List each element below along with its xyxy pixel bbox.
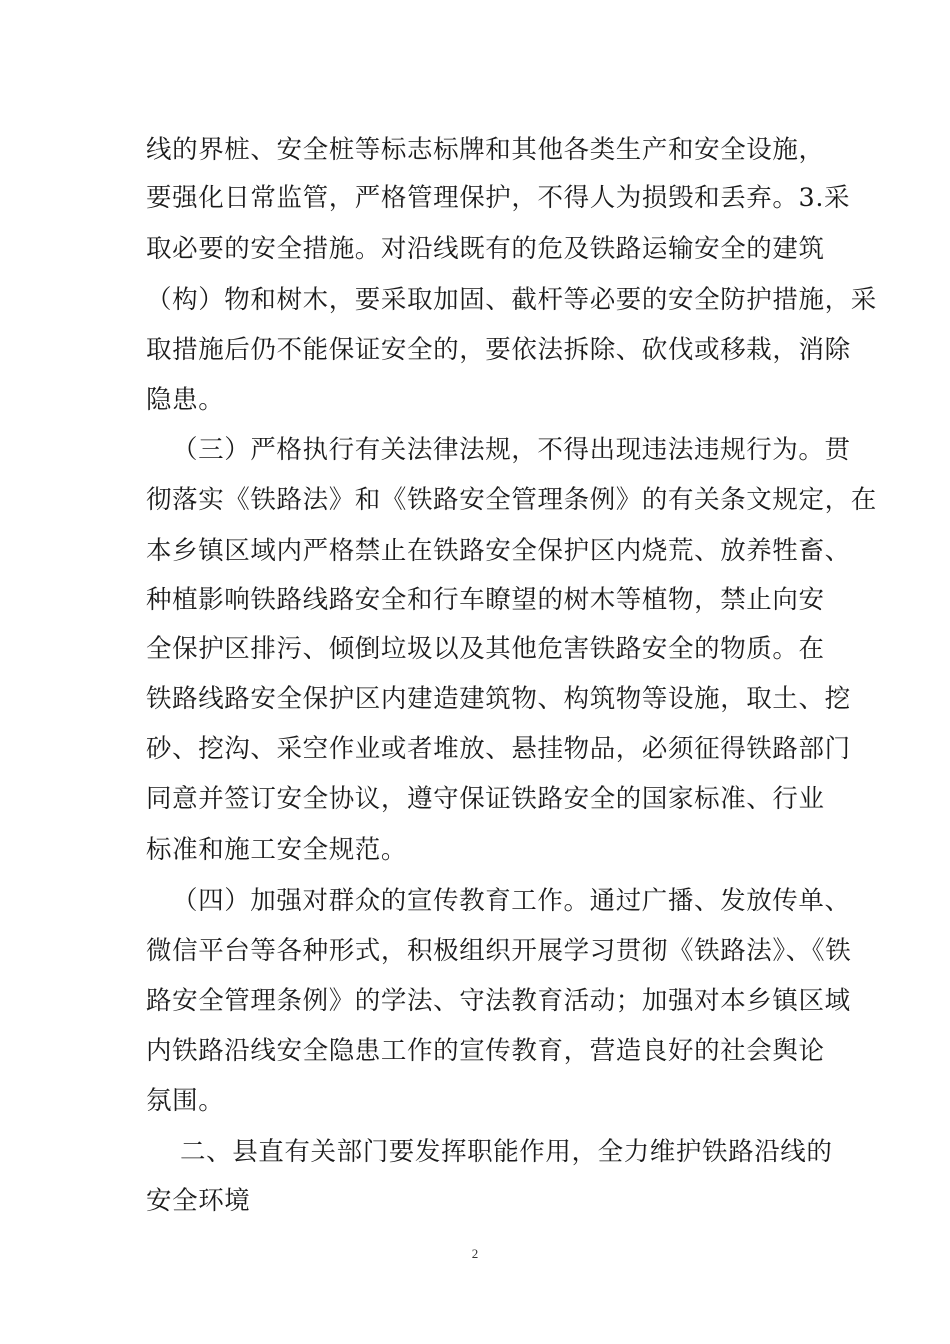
text-line: 砂、挖沟、采空作业或者堆放、悬挂物品，必须征得铁路部门: [146, 734, 851, 764]
paragraph-start-line: （三）严格执行有关法律法规，不得出现违法违规行为。贯: [172, 435, 851, 465]
page-number: 2: [471, 1246, 479, 1261]
text-line: 路安全管理条例》的学法、守法教育活动；加强对本乡镇区域: [146, 986, 851, 1016]
text-line: 全保护区排污、倾倒垃圾以及其他危害铁路安全的物质。在: [146, 634, 825, 664]
text-line: 标准和施工安全规范。: [146, 835, 408, 865]
text-line: 种植影响铁路线路安全和行车瞭望的树木等植物，禁止向安: [146, 585, 825, 615]
heading-line: 安全环境: [146, 1186, 251, 1216]
text-line: 要强化日常监管，严格管理保护，不得人为损毁和丢弃。3.采: [146, 183, 851, 213]
heading-line: 二、县直有关部门要发挥职能作用，全力维护铁路沿线的: [180, 1137, 833, 1167]
text-line: 铁路线路安全保护区内建造建筑物、构筑物等设施，取土、挖: [146, 684, 851, 714]
text-line: 彻落实《铁路法》和《铁路安全管理条例》的有关条文规定，在: [146, 485, 877, 515]
text-line: （构）物和树木，要采取加固、截杆等必要的安全防护措施，采: [146, 285, 877, 315]
text-line: 内铁路沿线安全隐患工作的宣传教育，营造良好的社会舆论: [146, 1036, 825, 1066]
text-line: 同意并签订安全协议，遵守保证铁路安全的国家标准、行业: [146, 784, 825, 814]
text-line: 氛围。: [146, 1086, 225, 1116]
text-line: 线的界桩、安全桩等标志标牌和其他各类生产和安全设施，: [146, 135, 825, 165]
text-line: 取措施后仍不能保证安全的，要依法拆除、砍伐或移栽，消除: [146, 335, 851, 365]
text-line: 微信平台等各种形式，积极组织开展学习贯彻《铁路法》、《铁: [146, 936, 852, 966]
text-line: 隐患。: [146, 385, 225, 415]
text-line: 本乡镇区域内严格禁止在铁路安全保护区内烧荒、放养牲畜、: [146, 536, 851, 566]
text-line: 取必要的安全措施。对沿线既有的危及铁路运输安全的建筑: [146, 234, 825, 264]
paragraph-start-line: （四）加强对群众的宣传教育工作。通过广播、发放传单、: [172, 886, 851, 916]
